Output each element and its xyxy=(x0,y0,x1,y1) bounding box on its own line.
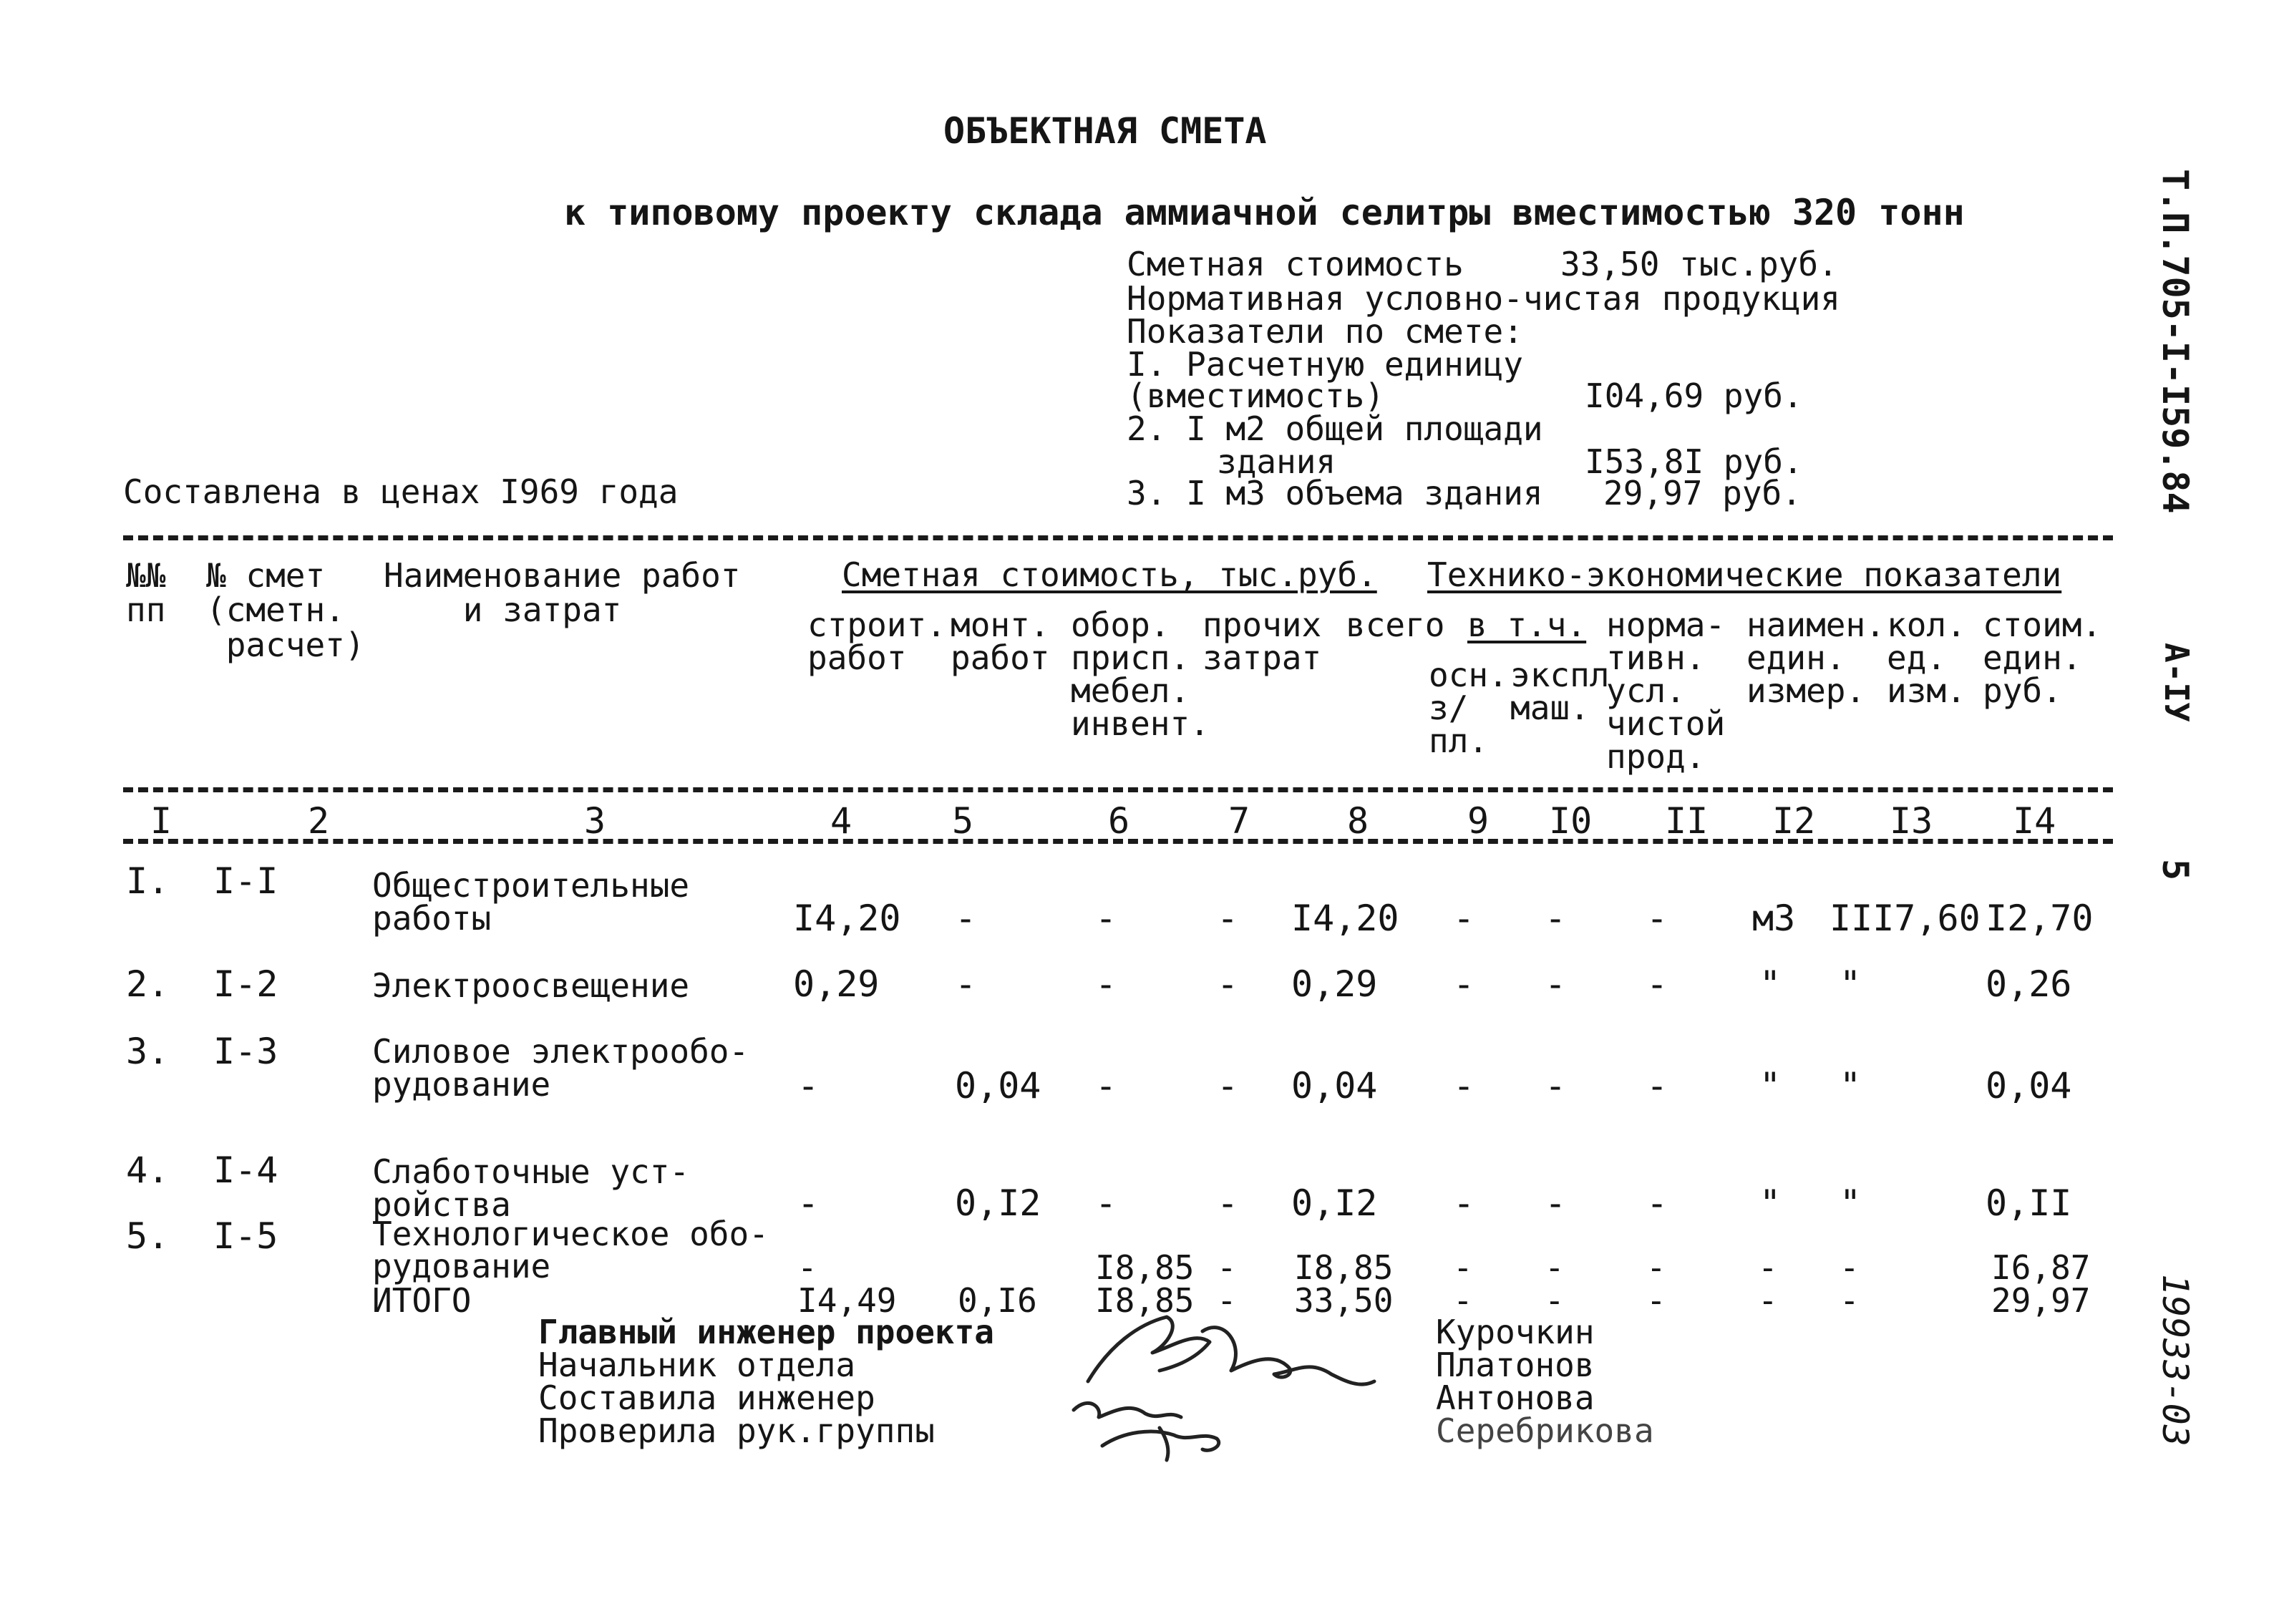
row-2-other: - xyxy=(1217,963,1239,1005)
row-4-qty: " xyxy=(1840,1182,1862,1224)
row-2-norm: - xyxy=(1646,963,1668,1005)
row-2-salary: - xyxy=(1453,963,1475,1005)
row-1-machine: - xyxy=(1545,898,1567,939)
total-machine: - xyxy=(1545,1281,1565,1320)
row-3-salary: - xyxy=(1453,1065,1475,1107)
total-qty: - xyxy=(1840,1281,1860,1320)
sign-role-1: Главный инженер проекта xyxy=(538,1313,994,1351)
colnum-1: I xyxy=(150,800,173,842)
row-3-name: Силовое электрообо- рудование xyxy=(372,1032,749,1104)
colnum-6: 6 xyxy=(1108,800,1130,842)
indicator-1-value: I04,69 руб. xyxy=(1585,376,1803,415)
row-1-total: I4,20 xyxy=(1291,898,1399,939)
header-pp: №№ пп xyxy=(126,556,166,630)
row-2-machine: - xyxy=(1545,963,1567,1005)
row-1-unitcost: I2,70 xyxy=(1986,898,2094,939)
row-4-name: Слаботочные уст- ройства xyxy=(372,1152,690,1224)
separator-header xyxy=(123,787,2113,792)
header-name: Наименование работ и затрат xyxy=(384,556,741,630)
side-archive-number: 19933-03 xyxy=(2154,1274,2196,1446)
row-4-norm: - xyxy=(1646,1182,1668,1224)
row-3-machine: - xyxy=(1545,1065,1567,1107)
row-3-build: - xyxy=(797,1065,820,1107)
row-2-equip: - xyxy=(1095,963,1117,1005)
indicator-2-value: I53,8I руб. xyxy=(1585,442,1803,481)
sign-role-2: Начальник отдела xyxy=(538,1346,856,1384)
row-3-equip: - xyxy=(1095,1065,1117,1107)
header-equip: обор. присп. мебел. инвент. xyxy=(1071,606,1210,743)
side-sheet-label: А-IУ xyxy=(2157,643,2196,722)
indicator-3-label: 3. I м3 объема здания xyxy=(1127,474,1543,512)
row-2-name: Электроосвещение xyxy=(372,966,690,1005)
row-3-qty: " xyxy=(1840,1065,1862,1107)
row-5-build: - xyxy=(797,1248,817,1287)
total-label: ИТОГО xyxy=(372,1281,472,1320)
row-3-mount: 0,04 xyxy=(955,1065,1041,1107)
total-other: - xyxy=(1217,1281,1237,1320)
row-1-equip: - xyxy=(1095,898,1117,939)
row-5-total: I8,85 xyxy=(1294,1248,1394,1287)
row-3-code: I-3 xyxy=(213,1031,278,1072)
row-1-build: I4,20 xyxy=(793,898,901,939)
row-3-unit: " xyxy=(1759,1065,1782,1107)
total-salary: - xyxy=(1453,1281,1473,1320)
row-5-num: 5. xyxy=(126,1215,170,1257)
separator-colnums xyxy=(123,839,2113,844)
header-smeta: № смет (сметн. расчет) xyxy=(206,556,365,664)
row-2-num: 2. xyxy=(126,963,170,1005)
row-4-salary: - xyxy=(1453,1182,1475,1224)
row-1-qty: III7,60 xyxy=(1830,898,1981,939)
row-3-num: 3. xyxy=(126,1031,170,1072)
colnum-4: 4 xyxy=(830,800,852,842)
colnum-13: I3 xyxy=(1890,800,1933,842)
prices-year: Составлена в ценах I969 года xyxy=(123,472,679,511)
row-5-name: Технологическое обо- рудование xyxy=(372,1215,769,1286)
colnum-12: I2 xyxy=(1772,800,1816,842)
total-unitcost: 29,97 xyxy=(1991,1281,2091,1320)
row-3-norm: - xyxy=(1646,1065,1668,1107)
colnum-9: 9 xyxy=(1467,800,1490,842)
row-1-num: I. xyxy=(126,860,170,902)
side-project-code: Т.П.705-I-I59.84 xyxy=(2154,169,2196,514)
header-other: прочих затрат xyxy=(1202,606,1322,677)
indicator-2-line1: 2. I м2 общей площади xyxy=(1127,409,1543,448)
row-2-mount: - xyxy=(955,963,977,1005)
row-2-unitcost: 0,26 xyxy=(1986,963,2072,1005)
normative-label: Нормативная условно-чистая продукция xyxy=(1127,279,1840,318)
total-total: 33,50 xyxy=(1294,1281,1394,1320)
row-5-equip: I8,85 xyxy=(1095,1248,1195,1287)
row-4-unitcost: 0,II xyxy=(1986,1182,2072,1224)
row-5-unit: - xyxy=(1758,1248,1778,1287)
cost-label: Сметная стоимость xyxy=(1127,245,1464,283)
header-total: всего xyxy=(1346,606,1445,644)
header-group-cost: Сметная стоимость, тыс.руб. xyxy=(842,555,1377,594)
colnum-8: 8 xyxy=(1347,800,1369,842)
row-5-other: - xyxy=(1217,1248,1237,1287)
handwritten-signatures xyxy=(1059,1303,1403,1467)
row-3-total: 0,04 xyxy=(1291,1065,1378,1107)
indicator-3-value: 29,97 руб. xyxy=(1603,474,1802,512)
header-build: строит. работ xyxy=(807,606,946,677)
separator-top xyxy=(123,535,2113,540)
sign-name-1: Курочкин xyxy=(1436,1313,1595,1351)
sign-name-2: Платонов xyxy=(1436,1346,1595,1384)
colnum-10: I0 xyxy=(1549,800,1593,842)
colnum-3: 3 xyxy=(584,800,606,842)
header-unitname: наимен. един. измер. xyxy=(1746,606,1885,710)
header-qty: кол. ед. изм. xyxy=(1887,606,1966,710)
row-4-unit: " xyxy=(1759,1182,1782,1224)
row-2-total: 0,29 xyxy=(1291,963,1378,1005)
row-2-build: 0,29 xyxy=(793,963,880,1005)
row-3-unitcost: 0,04 xyxy=(1986,1065,2072,1107)
sign-name-3: Антонова xyxy=(1436,1379,1595,1417)
total-norm: - xyxy=(1646,1281,1666,1320)
indicator-1-line2: (вместимость) xyxy=(1127,376,1385,415)
row-5-unitcost: I6,87 xyxy=(1991,1248,2091,1287)
row-5-code: I-5 xyxy=(213,1215,278,1257)
row-1-unit: м3 xyxy=(1752,898,1796,939)
row-1-other: - xyxy=(1217,898,1239,939)
header-unitcost: стоим. един. руб. xyxy=(1983,606,2102,710)
row-4-build: - xyxy=(797,1182,820,1224)
total-equip: I8,85 xyxy=(1095,1281,1195,1320)
row-1-mount: - xyxy=(955,898,977,939)
sign-role-3: Составила инженер xyxy=(538,1379,875,1417)
header-norm: норма- тивн. усл. чистой прод. xyxy=(1606,606,1726,776)
colnum-14: I4 xyxy=(2013,800,2056,842)
header-machine: экспл маш. xyxy=(1510,656,1610,727)
row-5-qty: - xyxy=(1840,1248,1860,1287)
row-4-num: 4. xyxy=(126,1149,170,1191)
row-2-unit: " xyxy=(1759,963,1782,1005)
header-mount: монт. работ xyxy=(951,606,1050,677)
row-1-name: Общестроительные работы xyxy=(372,866,690,938)
row-4-other: - xyxy=(1217,1182,1239,1224)
header-salary: осн. з/ пл. xyxy=(1429,656,1508,760)
sign-role-4: Проверила рук.группы xyxy=(538,1411,935,1450)
row-2-code: I-2 xyxy=(213,963,278,1005)
indicator-2-line2: здания xyxy=(1217,442,1336,481)
row-4-equip: - xyxy=(1095,1182,1117,1224)
row-5-norm: - xyxy=(1646,1248,1666,1287)
row-4-code: I-4 xyxy=(213,1149,278,1191)
header-group-tech: Технико-экономические показатели xyxy=(1427,555,2062,594)
colnum-5: 5 xyxy=(952,800,974,842)
row-1-salary: - xyxy=(1453,898,1475,939)
row-3-other: - xyxy=(1217,1065,1239,1107)
indicators-label: Показатели по смете: xyxy=(1127,312,1523,351)
total-build: I4,49 xyxy=(797,1281,897,1320)
row-4-mount: 0,I2 xyxy=(955,1182,1041,1224)
row-1-norm: - xyxy=(1646,898,1668,939)
total-unit: - xyxy=(1758,1281,1778,1320)
row-1-code: I-I xyxy=(213,860,278,902)
sign-name-4: Серебрикова xyxy=(1436,1411,1654,1450)
total-mount: 0,I6 xyxy=(958,1281,1037,1320)
side-page-number: 5 xyxy=(2154,859,2196,881)
colnum-2: 2 xyxy=(308,800,330,842)
colnum-7: 7 xyxy=(1228,800,1250,842)
colnum-11: II xyxy=(1665,800,1709,842)
row-2-qty: " xyxy=(1840,963,1862,1005)
header-vtch: в т.ч. xyxy=(1467,606,1587,644)
row-4-total: 0,I2 xyxy=(1291,1182,1378,1224)
cost-value: 33,50 тыс.руб. xyxy=(1560,245,1838,283)
row-5-machine: - xyxy=(1545,1248,1565,1287)
row-5-salary: - xyxy=(1453,1248,1473,1287)
indicator-1-line1: I. Расчетную единицу xyxy=(1127,345,1523,384)
document-subtitle: к типовому проекту склада аммиачной селитры вместимостью 320 тонн xyxy=(564,192,1965,233)
document-title: ОБЪЕКТНАЯ СМЕТА xyxy=(943,110,1267,152)
row-4-machine: - xyxy=(1545,1182,1567,1224)
